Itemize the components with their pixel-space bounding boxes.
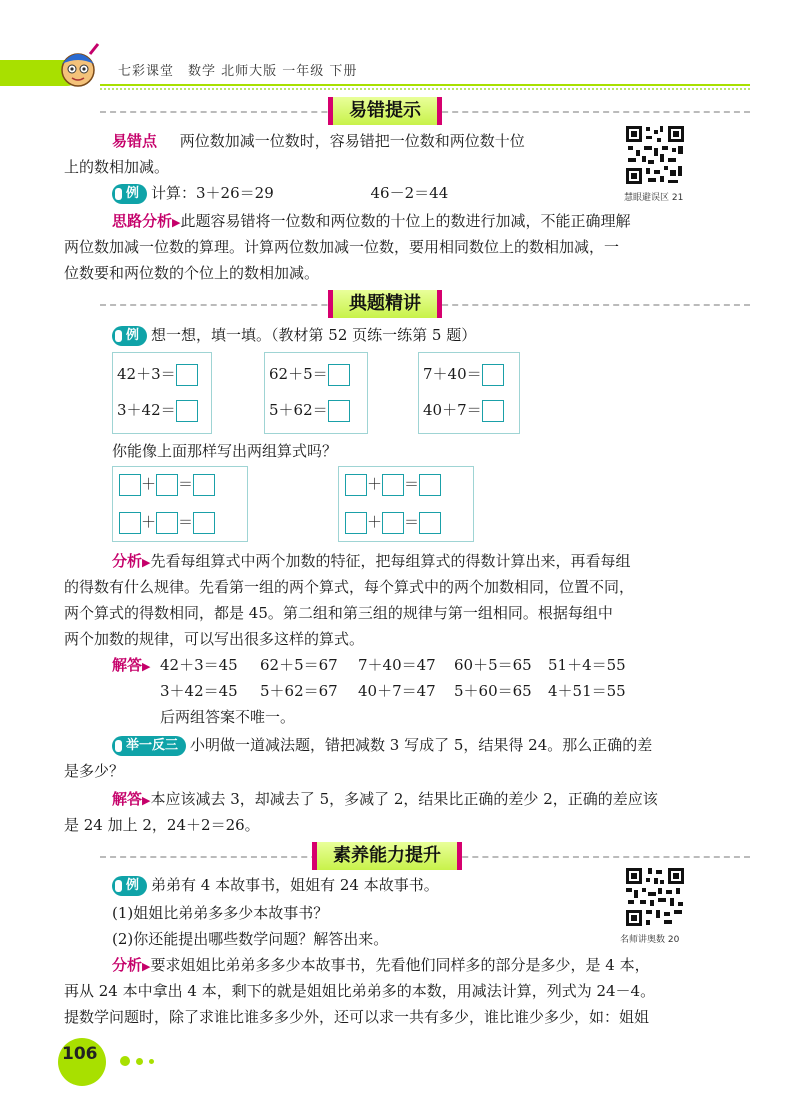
- answer-box[interactable]: [176, 400, 198, 422]
- answer-item: 5＋60＝65: [454, 682, 532, 700]
- ability-question: [112, 872, 439, 898]
- blank-box[interactable]: [345, 512, 367, 534]
- error-analysis: 思路分析▶此题容易错将一位数和两位数的十位上的数进行加减，不能正确理解: [112, 212, 631, 230]
- analysis-line: 两位数加减一位数的算理。计算两位数加减一位数，要用相同数位上的数相加减，一: [64, 238, 620, 256]
- analysis-line: 两个算式的得数相同，都是 45。第二组和第三组的规律与第一组相同。根据每组中: [64, 604, 613, 622]
- analysis-label: 分析: [112, 956, 143, 974]
- error-point: [112, 128, 525, 154]
- header-divider-dotted: [100, 88, 750, 90]
- equals-sign: ＝: [404, 513, 420, 531]
- analysis-line: 的得数有什么规律。先看第一组的两个算式，每个算式中的两个加数相同，位置不同，: [64, 578, 635, 596]
- equation: 40＋7＝: [423, 401, 482, 419]
- analysis-line: 再从 24 本中拿出 4 本，剩下的就是姐姐比弟弟多的本数，用减法计算，列式为 24－4。: [64, 982, 656, 1000]
- section-banner-errors: [100, 97, 750, 125]
- answer-item: 4＋51＝55: [548, 682, 626, 700]
- page-number: 106: [62, 1044, 98, 1064]
- plus-sign: ＋: [141, 513, 157, 531]
- answer-label: 解答: [112, 790, 143, 808]
- equation-group: [264, 352, 368, 434]
- blank-box[interactable]: [382, 474, 404, 496]
- answer-item: 62＋5＝67: [260, 656, 338, 674]
- analysis-line: 两个加数的规律，可以写出很多这样的算式。: [64, 630, 365, 648]
- section-banner-examples: [100, 290, 750, 318]
- blank-box[interactable]: [156, 474, 178, 496]
- error-point-tag: 易错点: [112, 132, 158, 150]
- qr-code-icon: [624, 124, 686, 186]
- answer-label: 解答: [112, 656, 143, 674]
- equation: 42＋3＝: [117, 365, 176, 383]
- qr-code-icon: [624, 866, 686, 928]
- answer-text: 本应该减去 3，却减去了 5，多减了 2，结果比正确的差少 2，正确的差应该: [150, 790, 658, 808]
- analysis-label: 分析: [112, 552, 143, 570]
- error-point-text: 两位数加减一位数时，容易错把一位数和两位数十位: [179, 132, 525, 150]
- blank-box[interactable]: [193, 474, 215, 496]
- analysis-label: 思路分析: [112, 212, 173, 230]
- header-divider: [100, 84, 750, 86]
- answer-row: [160, 652, 626, 678]
- example-calc-1: 计算：3＋26＝29: [151, 184, 274, 202]
- answer-item: 3＋42＝45: [160, 682, 238, 700]
- section-title: 易错提示: [328, 97, 442, 125]
- answer-item: 7＋40＝47: [358, 656, 436, 674]
- analysis-line: 提数学问题时，除了求谁比谁多多少外，还可以求一共有多少，谁比谁少多少，如：姐姐: [64, 1008, 650, 1026]
- blank-box[interactable]: [419, 512, 441, 534]
- equals-sign: ＝: [404, 475, 420, 493]
- header-title: 七彩课堂 数学 北师大版 一年级 下册: [118, 64, 358, 79]
- question-text: 想一想，填一填。（教材第 52 页练一练第 5 题）: [151, 326, 477, 344]
- answer-item: 5＋62＝67: [260, 682, 338, 700]
- question-2: 你能像上面那样写出两组算式吗？: [112, 442, 338, 460]
- answer-box[interactable]: [176, 364, 198, 386]
- decor-dot: [149, 1059, 154, 1064]
- plus-sign: ＋: [141, 475, 157, 493]
- mascot-icon: [52, 40, 104, 92]
- blank-equation-group: [112, 466, 248, 542]
- plus-sign: ＋: [367, 513, 383, 531]
- blank-box[interactable]: [156, 512, 178, 534]
- equals-sign: ＝: [178, 475, 194, 493]
- answer-note: 后两组答案不唯一。: [160, 708, 296, 726]
- equation: 5＋62＝: [269, 401, 328, 419]
- example-question: [112, 322, 476, 348]
- answer-label-row: 解答▶: [112, 656, 151, 674]
- answer-row: [160, 678, 626, 704]
- sub-question: (1)姐姐比弟弟多多少本故事书？: [112, 904, 329, 922]
- plus-sign: ＋: [367, 475, 383, 493]
- equation-group: [418, 352, 520, 434]
- practice-pill: 举一反三: [112, 736, 186, 756]
- equation-group: [112, 352, 212, 434]
- answer-item: 51＋4＝55: [548, 656, 626, 674]
- answer-box[interactable]: [482, 364, 504, 386]
- equals-sign: ＝: [178, 513, 194, 531]
- blank-box[interactable]: [119, 512, 141, 534]
- example-analysis: 分析▶先看每组算式中两个加数的特征，把每组算式的得数计算出来，再看每组: [112, 552, 631, 570]
- analysis-line: 先看每组算式中两个加数的特征，把每组算式的得数计算出来，再看每组: [150, 552, 631, 570]
- blank-box[interactable]: [193, 512, 215, 534]
- blank-box[interactable]: [345, 474, 367, 496]
- qr-caption: 名师讲奥数 20: [620, 935, 680, 945]
- example-pill: 例: [112, 184, 147, 204]
- error-point-text-cont: 上的数相加减。: [64, 158, 170, 176]
- answer-text-cont: 是 24 加上 2，24＋2＝26。: [64, 816, 260, 834]
- analysis-line: 此题容易错将一位数和两位数的十位上的数进行加减，不能正确理解: [180, 212, 631, 230]
- practice-text: 小明做一道减法题，错把减数 3 写成了 5，结果得 24。那么正确的差: [190, 736, 653, 754]
- blank-box[interactable]: [119, 474, 141, 496]
- ability-analysis: 分析▶要求姐姐比弟弟多多少本故事书，先看他们同样多的部分是多少，是 4 本，: [112, 956, 650, 974]
- blank-box[interactable]: [382, 512, 404, 534]
- answer-box[interactable]: [328, 400, 350, 422]
- error-example: [112, 180, 448, 206]
- qr-caption: 慧眼避误区 21: [624, 193, 684, 203]
- practice-answer: 解答▶本应该减去 3，却减去了 5，多减了 2，结果比正确的差少 2，正确的差应该: [112, 790, 658, 808]
- example-calc-2: 46－2＝44: [370, 184, 449, 202]
- section-title: 素养能力提升: [312, 842, 462, 870]
- equation: 7＋40＝: [423, 365, 482, 383]
- answer-box[interactable]: [328, 364, 350, 386]
- section-title: 典题精讲: [328, 290, 442, 318]
- answer-box[interactable]: [482, 400, 504, 422]
- sub-question: (2)你还能提出哪些数学问题？解答出来。: [112, 930, 389, 948]
- example-pill: 例: [112, 876, 147, 896]
- answer-item: 40＋7＝47: [358, 682, 436, 700]
- decor-dot: [120, 1056, 130, 1066]
- analysis-line: 位数要和两位数的个位上的数相加减。: [64, 264, 320, 282]
- analysis-line: 要求姐姐比弟弟多多少本故事书，先看他们同样多的部分是多少，是 4 本，: [150, 956, 650, 974]
- practice-question: [112, 732, 652, 758]
- decor-dot: [136, 1058, 143, 1065]
- practice-text-cont: 是多少？: [64, 762, 125, 780]
- example-pill: 例: [112, 326, 147, 346]
- answer-item: 60＋5＝65: [454, 656, 532, 674]
- equation: 62＋5＝: [269, 365, 328, 383]
- blank-box[interactable]: [419, 474, 441, 496]
- question-text: 弟弟有 4 本故事书，姐姐有 24 本故事书。: [151, 876, 439, 894]
- blank-equation-group: [338, 466, 474, 542]
- equation: 3＋42＝: [117, 401, 176, 419]
- answer-item: 42＋3＝45: [160, 656, 238, 674]
